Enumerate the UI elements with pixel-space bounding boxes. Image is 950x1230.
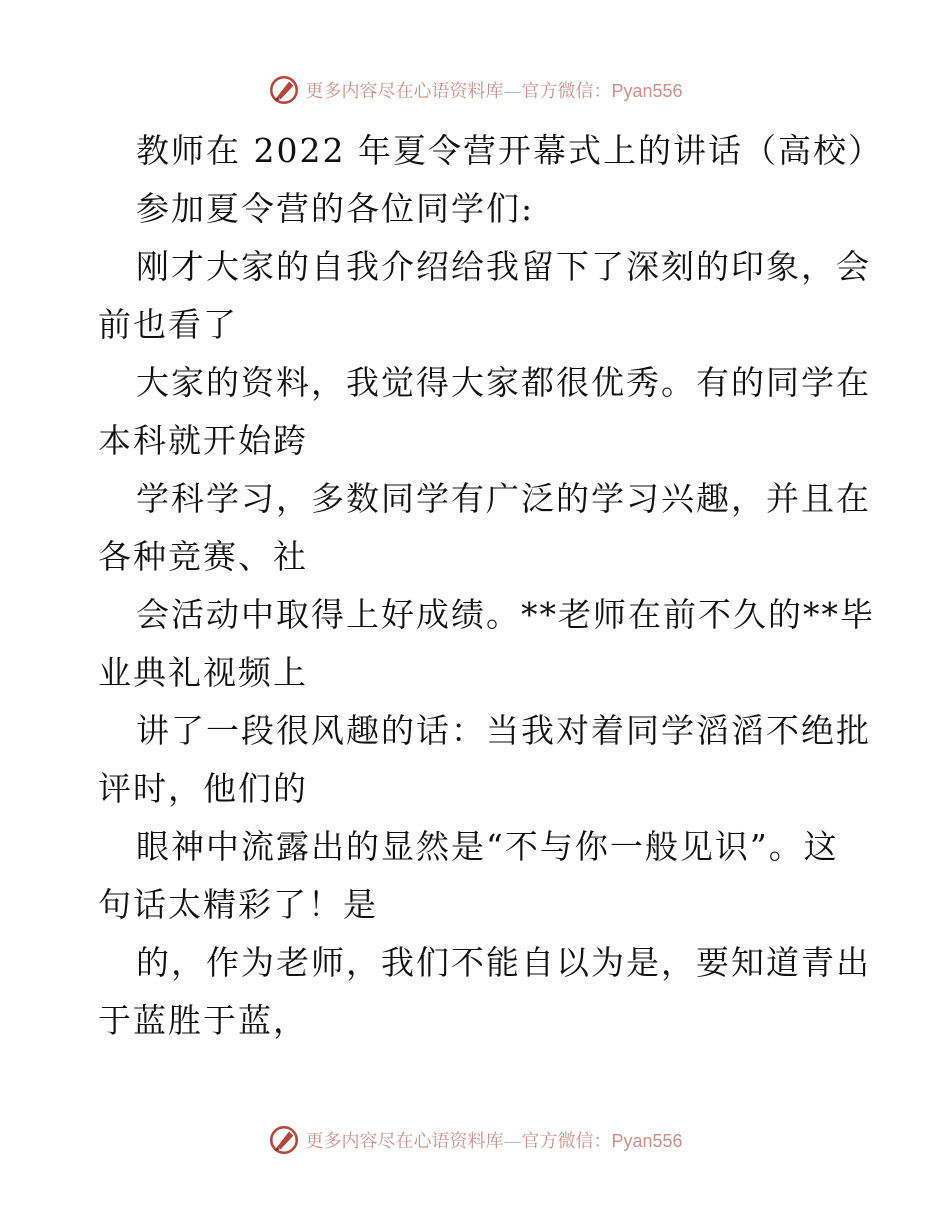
watermark-brand: 更多内容尽在心语资料库 [305,1131,504,1152]
watermark-text [305,77,682,103]
watermark-separator: — [503,1131,522,1152]
document-title: 教师在 2022 年夏令营开幕式上的讲话（高校） [136,131,883,170]
text-line: 于蓝胜于蓝， [98,1001,308,1040]
document-body [98,122,883,1050]
watermark-wechat: 官方微信：Pyan556 [521,1131,683,1151]
text-line: 讲了一段很风趣的话：当我对着同学滔滔不绝批 [136,711,871,750]
text-line: 参加夏令营的各位同学们: [136,189,535,228]
text-line: 刚才大家的自我介绍给我留下了深刻的印象，会 [136,247,871,286]
text-line: 学科学习，多数同学有广泛的学习兴趣，并且在 [136,479,871,518]
watermark-wechat: 官方微信：Pyan556 [521,81,683,101]
text-line: 本科就开始跨 [98,421,308,460]
footer-watermark [0,1120,950,1160]
text-line: 评时，他们的 [98,769,308,808]
text-line: 业典礼视频上 [98,653,308,692]
text-line: 前也看了 [98,305,238,344]
pen-logo-icon [267,1123,301,1157]
watermark-text [305,1127,682,1153]
watermark-brand: 更多内容尽在心语资料库 [305,81,504,102]
text-line: 大家的资料，我觉得大家都很优秀。有的同学在 [136,363,871,402]
text-line: 会活动中取得上好成绩。**老师在前不久的**毕 [136,595,875,634]
text-line: 的，作为老师，我们不能自以为是，要知道青出 [136,943,871,982]
pen-logo-icon [267,73,301,107]
text-line: 句话太精彩了！是 [98,885,378,924]
header-watermark [0,70,950,110]
watermark-separator: — [503,81,522,102]
text-line: 眼神中流露出的显然是“不与你一般见识”。这 [136,827,839,866]
text-line: 各种竞赛、社 [98,537,308,576]
